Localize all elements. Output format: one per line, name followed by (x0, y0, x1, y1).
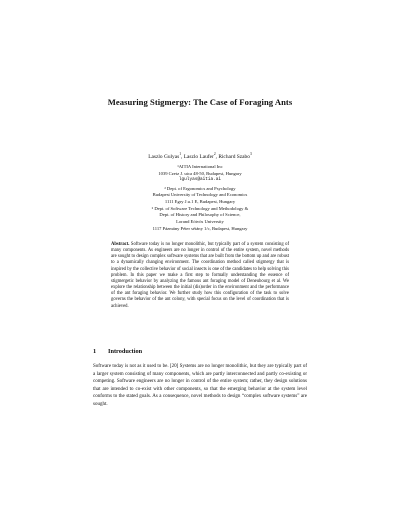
affiliation-line: 1111 Egry J.u.1 E, Budapest, Hungary (164, 198, 236, 204)
author-affil-mark: 1 (179, 152, 182, 156)
intro-paragraph: Software today is not as it used to be. [20] Systems are no longer monolithic, but they are typically part of a larger system consisting of many components, which are partly interconnected and partly co-existing or competing. Software engineers are no longer in control of the entire system; rather, they design solutions that are intended to co-exist with other components, so that the emerging behavior at the system level conforms to the stated goals. As a consequence, novel methods to design “complex software systems” are sought. (93, 364, 307, 407)
author-affil-mark: 3 (249, 152, 252, 156)
author-name: Laszlo Laufer (183, 153, 214, 160)
abstract (111, 242, 289, 310)
section-heading (93, 348, 142, 355)
abstract-text: Software today is no longer monolithic, but typically part of a system consisting of many components. As engineers are no longer in control of the entire system, novel methods are sought to design complex software systems that are built from the bottom up and are robust to a dynamically changing environment. The coordination method called stigmergy that is inspired by the collective behavior of social insects is one of the candidates to help solving this problem. In this paper we make a first step to formally understanding the essence of stigmergetic behavior by analyzing the famous ant foraging model of Deneubourg et al. We explore the relationship between the initial (dis)order in the environment and the performance of the ant foraging behavior. We further study how this configuration of the task to solve governs the behavior of the ant colony, with special focus on the level of coordination that is achieved. (111, 242, 289, 309)
author-email[interactable]: lgulyas@aitia.ai (178, 177, 222, 183)
paper-title: Measuring Stigmergy: The Case of Foraging Ants (107, 97, 293, 107)
affiliation-line: ³ Dept. of Software Technology and Methodology & (151, 205, 249, 211)
affiliations-block (0, 164, 400, 232)
section-number: 1 (93, 348, 97, 355)
affiliation-line: 1039 Czetz J. utca 48-50, Budapest, Hungary (158, 170, 242, 176)
affiliation-line: ¹AITIA International Inc (177, 164, 223, 169)
affiliation-line: Lorand Eötvös University (176, 219, 224, 225)
author-name: Richard Szabo (218, 153, 250, 160)
author-separator: , (181, 153, 184, 160)
affiliation-line: Budapest University of Technology and Economics (152, 192, 248, 198)
affiliation-line: Dept. of History and Philosophy of Science, (159, 212, 241, 218)
affiliation-line: 1117 Pázmány Péter sétány 1/c, Budapest, Hungary (152, 225, 248, 231)
section-title: Introduction (108, 348, 143, 355)
author-list (0, 152, 400, 160)
author-separator: , (215, 153, 219, 160)
affiliation-line: ² Dept. of Ergonomics and Psychology (164, 185, 236, 191)
abstract-label: Abstract. (111, 242, 130, 247)
author-name: Laszlo Gulyas (148, 153, 180, 160)
author-affil-mark: 2 (213, 152, 216, 156)
